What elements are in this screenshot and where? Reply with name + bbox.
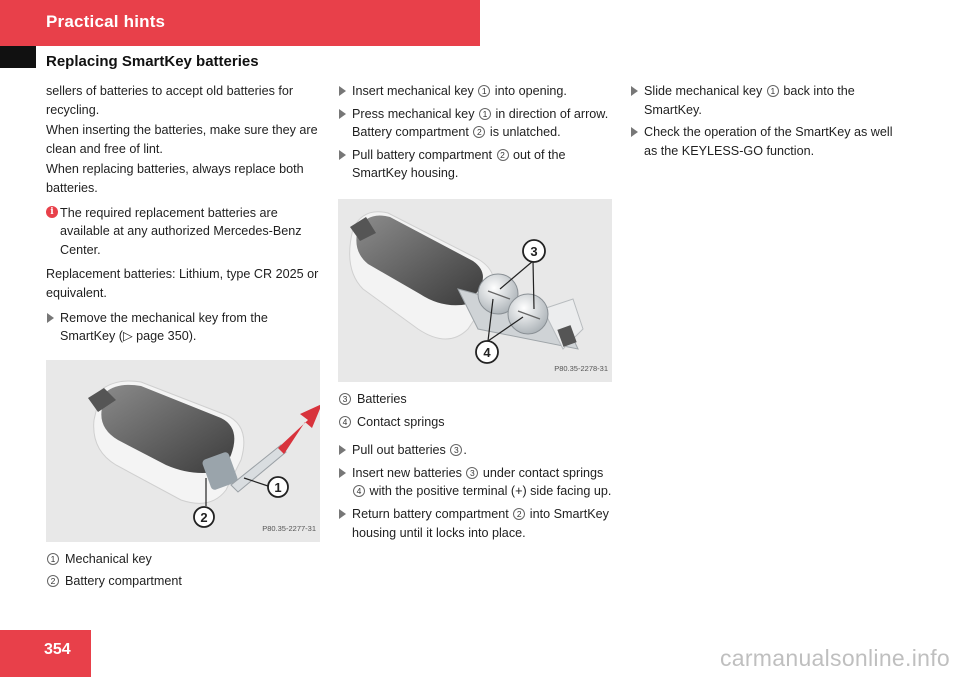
step-text: with the positive terminal (+) side facing up. xyxy=(369,484,612,499)
info-icon: i xyxy=(46,206,58,218)
step-text: . xyxy=(463,443,467,458)
ref-number: 2 xyxy=(473,126,485,138)
legend-label: Contact springs xyxy=(357,414,445,429)
legend-number: 3 xyxy=(339,393,351,405)
step-text: Pull battery compartment xyxy=(352,147,492,162)
paragraph-recycling: sellers of batteries to accept old batteries for recycling. xyxy=(46,84,294,117)
watermark: carmanualsonline.info xyxy=(719,645,950,671)
page-reference-link[interactable]: page 350). xyxy=(136,329,197,344)
legend-label: Battery compartment xyxy=(65,574,182,589)
callout-3: 3 xyxy=(530,243,538,259)
legend-number: 2 xyxy=(47,575,59,587)
step-text: Slide mechanical key xyxy=(644,84,763,98)
ref-number: 2 xyxy=(513,508,525,520)
step-text: Press mechanical key xyxy=(352,106,475,121)
step-remove-key xyxy=(46,309,322,346)
column-3 xyxy=(630,82,906,164)
legend-label: Batteries xyxy=(357,391,407,406)
step-text: Insert mechanical key xyxy=(352,84,474,98)
ref-number: 2 xyxy=(497,149,509,161)
bullet-arrow-icon xyxy=(339,468,346,478)
figure-code: P80.35-2278-31 xyxy=(554,364,608,374)
step-text: back into the SmartKey. xyxy=(644,84,855,117)
ref-number: 1 xyxy=(767,85,779,97)
battery-compartment-illustration xyxy=(338,199,612,382)
step-text: Return battery compartment xyxy=(352,506,509,521)
ref-number: 3 xyxy=(450,444,462,456)
section-title: Practical hints xyxy=(46,12,166,31)
page-ref-arrow-icon: ▷ xyxy=(122,329,137,344)
figure-smartkey-mechanical-key xyxy=(46,360,320,542)
bullet-arrow-icon xyxy=(631,127,638,137)
step-pull-compartment xyxy=(338,146,614,183)
column-1 xyxy=(46,82,322,595)
step-text: into SmartKey housing until it locks into place. xyxy=(352,506,609,540)
step-return-compartment xyxy=(338,505,614,542)
page-number: 354 xyxy=(44,641,71,658)
legend-item xyxy=(338,390,614,409)
ref-number: 3 xyxy=(466,467,478,479)
step-text: Remove the mechanical key from the SmartKey ( xyxy=(60,310,268,344)
legend-number: 1 xyxy=(47,553,59,565)
callout-1: 1 xyxy=(274,479,282,495)
step-text: in direction of arrow. xyxy=(495,106,609,121)
bullet-arrow-icon xyxy=(339,150,346,160)
legend-item xyxy=(338,413,614,432)
bullet-arrow-icon xyxy=(339,445,346,455)
bullet-arrow-icon xyxy=(47,313,54,323)
smartkey-illustration xyxy=(46,360,320,542)
step-text: Battery compartment xyxy=(352,125,469,140)
step-text: under contact springs xyxy=(482,465,604,480)
step-text: Insert new batteries xyxy=(352,465,462,480)
callout-2: 2 xyxy=(200,509,208,525)
legend-number: 4 xyxy=(339,416,351,428)
legend-item xyxy=(46,550,322,569)
step-insert-batteries xyxy=(338,464,614,501)
header-tab-marker xyxy=(0,46,36,68)
figure-battery-compartment xyxy=(338,199,612,382)
info-note-text: The required replacement batteries are available at any authorized Mercedes-Benz Center. xyxy=(60,205,302,257)
step-text: out of the SmartKey housing. xyxy=(352,147,566,181)
column-2 xyxy=(338,82,614,546)
step-text: Pull out batteries xyxy=(352,443,446,458)
step-text: is unlatched. xyxy=(489,125,561,140)
bullet-arrow-icon xyxy=(339,109,346,119)
paragraph-clean: When inserting the batteries, make sure they are clean and free of lint. xyxy=(46,123,318,156)
step-press-key xyxy=(338,105,614,142)
step-insert-key xyxy=(338,82,614,101)
ref-number: 4 xyxy=(353,485,365,497)
info-note xyxy=(46,204,322,260)
bullet-arrow-icon xyxy=(339,509,346,519)
figure-code: P80.35-2277-31 xyxy=(262,524,316,534)
page-subtitle: Replacing SmartKey batteries xyxy=(46,53,259,70)
legend-label: Mechanical key xyxy=(65,551,152,566)
step-check-operation xyxy=(630,123,906,160)
step-text: Check the operation of the SmartKey as well as the KEYLESS-GO function. xyxy=(644,125,893,158)
paragraph-battery-type: Replacement batteries: Lithium, type CR 2025 or equivalent. xyxy=(46,267,319,300)
callout-4: 4 xyxy=(483,344,491,360)
step-slide-key-back xyxy=(630,82,906,119)
ref-number: 1 xyxy=(479,108,491,120)
step-text: into opening. xyxy=(494,84,567,98)
paragraph-replace-both: When replacing batteries, always replace both batteries. xyxy=(46,162,304,195)
step-pull-batteries xyxy=(338,441,614,460)
ref-number: 1 xyxy=(478,85,490,97)
bullet-arrow-icon xyxy=(339,86,346,96)
legend-item xyxy=(46,572,322,591)
bullet-arrow-icon xyxy=(631,86,638,96)
